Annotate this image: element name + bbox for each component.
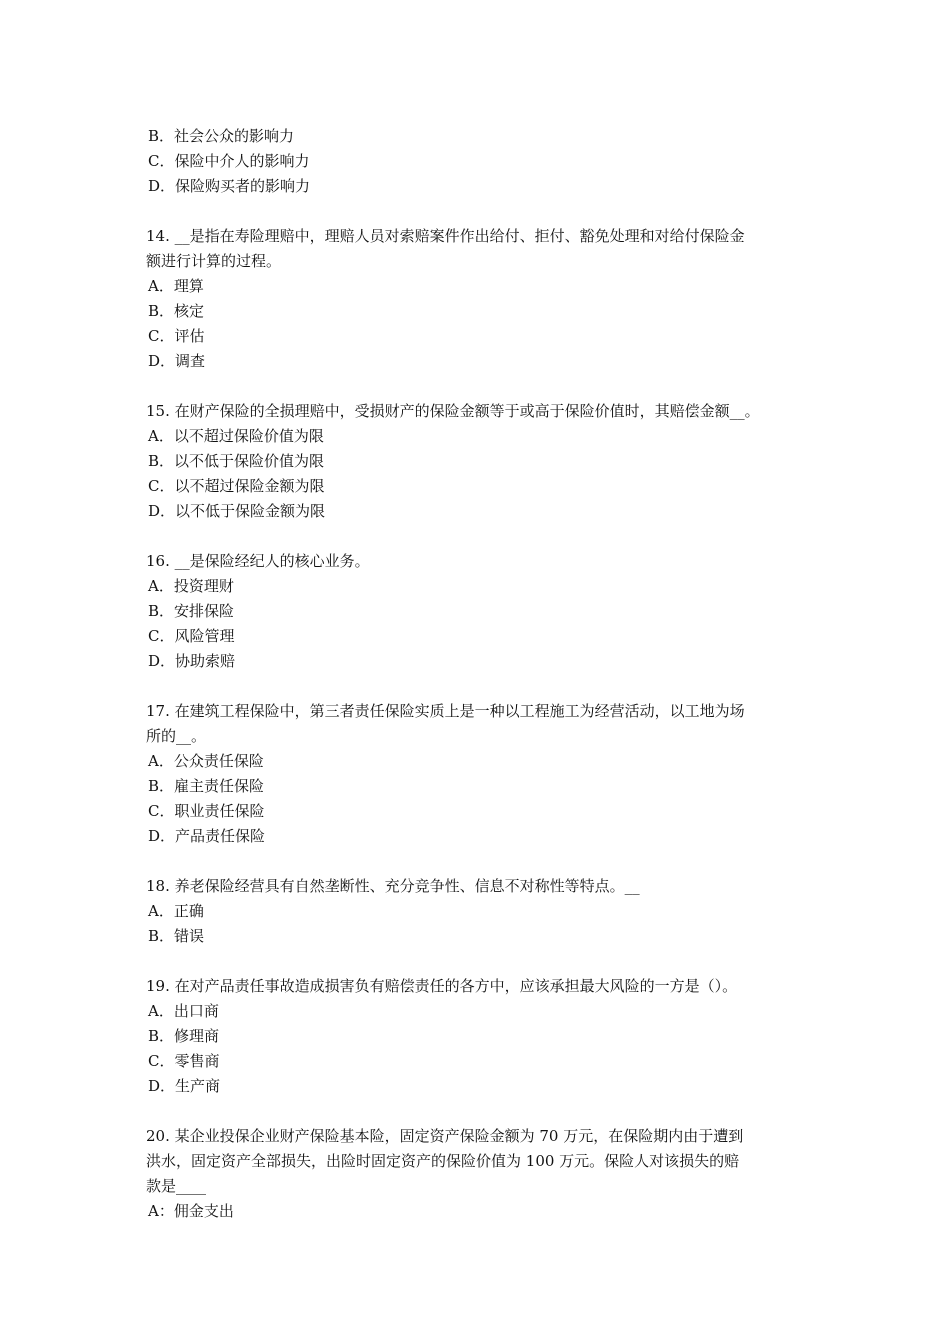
question-19 [146,974,826,1099]
option-16-c: C．风险管理 [148,627,235,645]
option-16-b: B．安排保险 [148,602,235,620]
option-17-a: A．公众责任保险 [148,752,264,770]
option-13-d: D．保险购买者的影响力 [148,177,311,195]
option-14-a: A．理算 [148,277,204,295]
option-19-b: B．修理商 [148,1027,220,1045]
option-20-a: A：佣金支出 [148,1202,234,1220]
option-15-d: D．以不低于保险金额为限 [148,502,326,520]
question-20 [146,1124,826,1224]
question-17-text-line-1: 17. 在建筑工程保险中，第三者责任保险实质上是一种以工程施工为经营活动，以工地为场 [146,702,745,720]
question-15 [146,399,826,524]
question-14-text-line-2: 额进行计算的过程。 [146,252,282,270]
spacer [146,199,826,224]
option-16-a: A．投资理财 [148,577,234,595]
question-18-text-line-1: 18. 养老保险经营具有自然垄断性、充分竞争性、信息不对称性等特点。__ [146,877,640,895]
spacer [146,1099,826,1124]
question-16-text-line-1: 16. __是保险经纪人的核心业务。 [146,552,370,570]
option-19-c: C．零售商 [148,1052,220,1070]
option-13-c: C．保险中介人的影响力 [148,152,310,170]
spacer [146,674,826,699]
option-15-b: B．以不低于保险价值为限 [148,452,325,470]
question-14-text-line-1: 14. __是指在寿险理赔中，理赔人员对索赔案件作出给付、拒付、豁免处理和对给付保险金 [146,227,745,245]
option-17-b: B．雇主责任保险 [148,777,265,795]
spacer [146,374,826,399]
option-17-c: C．职业责任保险 [148,802,265,820]
option-15-a: A．以不超过保险价值为限 [148,427,324,445]
option-19-a: A．出口商 [148,1002,219,1020]
spacer [146,949,826,974]
question-20-text-line-2: 洪水，固定资产全部损失，出险时固定资产的保险价值为 100 万元。保险人对该损失的赔 [146,1152,740,1170]
option-14-d: D．调查 [148,352,206,370]
option-17-d: D．产品责任保险 [148,827,266,845]
question-15-text-line-1: 15. 在财产保险的全损理赔中，受损财产的保险金额等于或高于保险价值时，其赔偿金额__。 [146,402,760,420]
option-18-a: A．正确 [148,902,204,920]
spacer [146,524,826,549]
option-15-c: C．以不超过保险金额为限 [148,477,325,495]
question-20-text-line-1: 20. 某企业投保企业财产保险基本险，固定资产保险金额为 70 万元，在保险期内由于遭到 [146,1127,744,1145]
option-14-c: C．评估 [148,327,205,345]
question-17-text-line-2: 所的__。 [146,727,207,745]
question-16 [146,549,826,674]
option-16-d: D．协助索赔 [148,652,236,670]
question-14 [146,224,826,374]
option-13-b: B．社会公众的影响力 [148,127,295,145]
question-18 [146,874,826,949]
spacer [146,849,826,874]
question-17 [146,699,826,849]
option-19-d: D．生产商 [148,1077,221,1095]
question-19-text-line-1: 19. 在对产品责任事故造成损害负有赔偿责任的各方中，应该承担最大风险的一方是（）。 [146,977,738,995]
question-20-text-line-3: 款是____ [146,1177,207,1195]
option-14-b: B．核定 [148,302,205,320]
question-13-options [146,124,826,199]
document-content [146,124,826,1224]
option-18-b: B．错误 [148,927,205,945]
